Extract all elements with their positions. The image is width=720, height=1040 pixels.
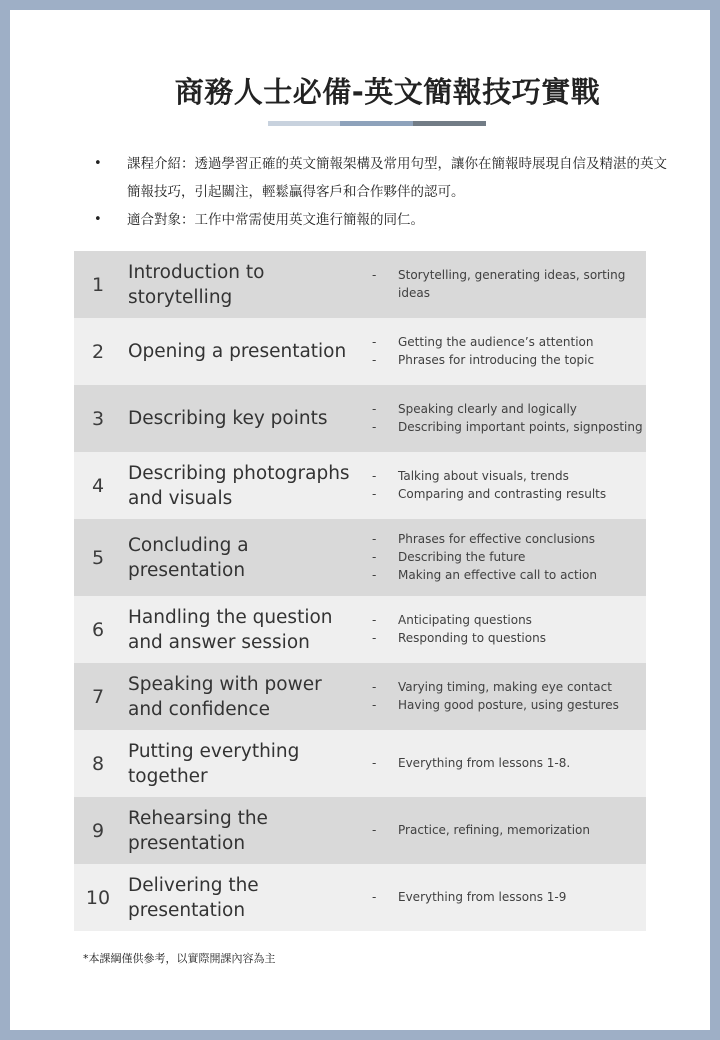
lesson-topic-line: together <box>128 765 208 787</box>
lesson-details <box>358 730 646 797</box>
title-underline-segment-1 <box>268 121 340 126</box>
lesson-row <box>74 318 646 385</box>
lesson-topic-line: Opening a presentation <box>128 341 347 362</box>
lesson-detail-item <box>358 548 646 566</box>
dash-marker: - <box>372 567 377 582</box>
dash-marker: - <box>372 889 377 904</box>
course-intro-text: 課程介紹：透過學習正確的英文簡報架構及常用句型，讓你在簡報時展現自信及精湛的英文簡報技巧，引起關注，輕鬆贏得客戶和合作夥伴的認可。 <box>127 156 667 200</box>
dash-marker: - <box>372 486 377 501</box>
lesson-topic-line: Describing key points <box>128 408 328 429</box>
target-audience-item <box>94 206 674 234</box>
lesson-topic <box>128 596 356 663</box>
lesson-row <box>74 730 646 797</box>
lesson-topic-line: Describing photographs <box>128 462 350 484</box>
dash-marker: - <box>372 468 377 483</box>
course-intro-item <box>94 150 674 206</box>
course-info-list <box>94 150 674 234</box>
lesson-detail-item <box>358 351 646 369</box>
lesson-details <box>358 318 646 385</box>
lesson-topic <box>128 385 356 452</box>
lesson-topic-line: and answer session <box>128 631 310 653</box>
lesson-detail-text: Phrases for effective conclusions <box>398 531 595 546</box>
lesson-detail-text: Storytelling, generating ideas, sorting ideas <box>398 267 626 300</box>
lesson-topic-line: Handling the question <box>128 606 333 628</box>
dash-marker: - <box>372 822 377 837</box>
lesson-detail-text: Having good posture, using gestures <box>398 697 619 712</box>
lesson-row <box>74 596 646 663</box>
dash-marker: - <box>372 401 377 416</box>
lesson-detail-item <box>358 333 646 351</box>
dash-marker: - <box>372 267 377 282</box>
lesson-detail-item <box>358 418 646 436</box>
lesson-number: 8 <box>91 752 105 775</box>
lesson-topic-line: and visuals <box>128 487 233 509</box>
lesson-topic <box>128 318 356 385</box>
lesson-detail-item <box>358 629 646 647</box>
lesson-details <box>358 864 646 931</box>
lesson-number: 5 <box>91 546 105 569</box>
lesson-topic-line: Concluding a <box>128 534 249 556</box>
dash-marker: - <box>372 697 377 712</box>
lesson-details <box>358 596 646 663</box>
lesson-topic-line: Putting everything <box>128 740 300 762</box>
lesson-topic-line: presentation <box>128 832 246 854</box>
lesson-topic-line: Delivering the <box>128 874 259 896</box>
lesson-details <box>358 251 646 318</box>
lesson-row <box>74 797 646 864</box>
title-underline-segment-3 <box>413 121 486 126</box>
lesson-number: 4 <box>91 474 105 497</box>
lesson-row <box>74 519 646 596</box>
lesson-topic-line: Introduction to <box>128 261 265 283</box>
lesson-detail-text: Everything from lessons 1-9 <box>398 889 567 904</box>
bullet-marker: • <box>94 212 102 227</box>
lesson-topic-line: presentation <box>128 559 246 581</box>
lesson-detail-item <box>358 467 646 485</box>
lesson-detail-item <box>358 888 646 906</box>
lesson-number: 3 <box>91 407 105 430</box>
lesson-detail-text: Making an effective call to action <box>398 567 598 582</box>
lesson-details <box>358 385 646 452</box>
lesson-topic <box>128 519 356 596</box>
lesson-number: 6 <box>91 618 105 641</box>
lesson-number: 10 <box>85 886 111 909</box>
lesson-number: 1 <box>91 273 105 296</box>
lesson-row <box>74 864 646 931</box>
lesson-topic-line: Rehearsing the <box>128 807 268 829</box>
lesson-details <box>358 519 646 596</box>
lesson-topic <box>128 452 356 519</box>
dash-marker: - <box>372 612 377 627</box>
lesson-detail-text: Varying timing, making eye contact <box>398 679 612 694</box>
dash-marker: - <box>372 755 377 770</box>
lesson-row <box>74 663 646 730</box>
lesson-topic <box>128 251 356 318</box>
lesson-number: 7 <box>91 685 105 708</box>
page-title: 商務人士必備-英文簡報技巧實戰 <box>174 75 601 109</box>
dash-marker: - <box>372 679 377 694</box>
lesson-detail-item <box>358 530 646 548</box>
lesson-topic <box>128 730 356 797</box>
title-underline-segment-2 <box>340 121 413 126</box>
lesson-number: 2 <box>91 340 105 363</box>
dash-marker: - <box>372 334 377 349</box>
lesson-detail-item <box>358 266 646 302</box>
lesson-detail-item <box>358 696 646 714</box>
lesson-topic <box>128 864 356 931</box>
lesson-detail-item <box>358 821 646 839</box>
lesson-detail-text: Phrases for introducing the topic <box>398 352 595 367</box>
lesson-detail-text: Speaking clearly and logically <box>398 401 577 416</box>
dash-marker: - <box>372 549 377 564</box>
lesson-detail-text: Describing important points, signposting <box>398 419 643 434</box>
lesson-detail-item <box>358 400 646 418</box>
lesson-topic-line: presentation <box>128 899 246 921</box>
bullet-marker: • <box>94 156 102 171</box>
lesson-detail-item <box>358 611 646 629</box>
lesson-topic <box>128 797 356 864</box>
lesson-details <box>358 663 646 730</box>
lesson-detail-item <box>358 754 646 772</box>
lesson-detail-item <box>358 485 646 503</box>
lesson-topic-line: and confidence <box>128 698 270 720</box>
lesson-table <box>74 251 646 931</box>
lesson-row <box>74 385 646 452</box>
lesson-detail-text: Anticipating questions <box>398 612 532 627</box>
lesson-detail-item <box>358 566 646 584</box>
lesson-detail-text: Getting the audience’s attention <box>398 334 594 349</box>
lesson-topic-line: Speaking with power <box>128 673 322 695</box>
lesson-details <box>358 452 646 519</box>
lesson-number: 9 <box>91 819 105 842</box>
dash-marker: - <box>372 419 377 434</box>
lesson-detail-text: Practice, refining, memorization <box>398 822 590 837</box>
target-audience-text: 適合對象：工作中常需使用英文進行簡報的同仁。 <box>127 212 424 228</box>
dash-marker: - <box>372 352 377 367</box>
lesson-detail-item <box>358 678 646 696</box>
lesson-detail-text: Talking about visuals, trends <box>398 468 569 483</box>
lesson-row <box>74 251 646 318</box>
lesson-detail-text: Describing the future <box>398 549 526 564</box>
dash-marker: - <box>372 531 377 546</box>
document-page <box>10 10 710 1030</box>
lesson-topic <box>128 663 356 730</box>
lesson-detail-text: Comparing and contrasting results <box>398 486 607 501</box>
lesson-details <box>358 797 646 864</box>
lesson-topic-line: storytelling <box>128 286 233 308</box>
lesson-detail-text: Responding to questions <box>398 630 546 645</box>
lesson-detail-text: Everything from lessons 1-8. <box>398 755 571 770</box>
dash-marker: - <box>372 630 377 645</box>
footnote: *本課綱僅供參考，以實際開課內容為主 <box>83 952 276 965</box>
lesson-row <box>74 452 646 519</box>
